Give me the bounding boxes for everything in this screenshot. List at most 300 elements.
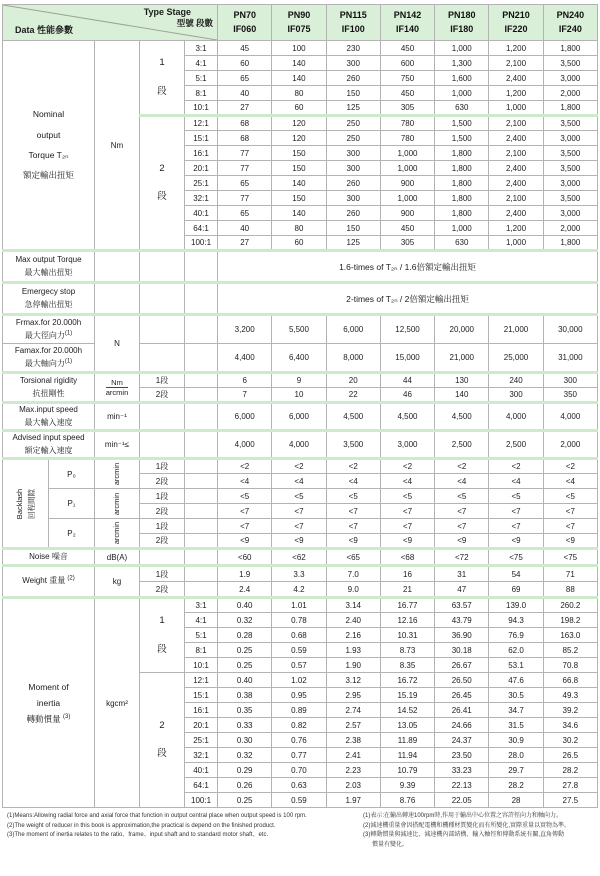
inertia-value: 0.40 (218, 598, 272, 613)
torque-value: 3,000 (543, 176, 597, 191)
inertia-value: 76.9 (489, 628, 543, 643)
torque-value: 1,800 (435, 191, 489, 206)
speed-value: 4,500 (326, 403, 380, 431)
inertia-value: 34.6 (543, 718, 597, 733)
torque-value: 1,000 (380, 191, 434, 206)
torque-value: 1,300 (435, 56, 489, 71)
ratio-cell: 100:1 (185, 236, 218, 251)
inertia-value: 11.94 (380, 748, 434, 763)
inertia-value: 29.7 (489, 763, 543, 778)
inertia-value: 2.74 (326, 703, 380, 718)
force-value: 6,000 (326, 315, 380, 344)
torque-value: 100 (272, 41, 326, 56)
torque-value: 150 (272, 146, 326, 161)
speed-value: 4,500 (435, 403, 489, 431)
inertia-value: 26.67 (435, 658, 489, 673)
inertia-value: 30.18 (435, 643, 489, 658)
inertia-value: 0.25 (218, 658, 272, 673)
inertia-value: 260.2 (543, 598, 597, 613)
inertia-value: 13.05 (380, 718, 434, 733)
backlash-value: <7 (543, 504, 597, 519)
ratio-cell: 4:1 (185, 56, 218, 71)
inertia-value: 39.2 (543, 703, 597, 718)
inertia-value: 0.78 (272, 613, 326, 628)
stage-row-label: 1段 (140, 459, 185, 474)
ratio-cell: 20:1 (185, 718, 218, 733)
ratio-cell: 25:1 (185, 176, 218, 191)
inertia-value: 15.19 (380, 688, 434, 703)
backlash-class-p0: P₀ (49, 459, 95, 489)
backlash-value: <7 (326, 504, 380, 519)
empty-cell (140, 344, 185, 373)
noise-value: <75 (543, 549, 597, 566)
torque-value: 1,200 (489, 221, 543, 236)
rigidity-value: 9 (272, 373, 326, 388)
stage-row-label: 1段 (140, 489, 185, 504)
torque-value: 2,400 (489, 71, 543, 86)
inertia-value: 62.0 (489, 643, 543, 658)
torque-value: 2,000 (543, 221, 597, 236)
backlash-value: <4 (272, 474, 326, 489)
torque-value: 77 (218, 146, 272, 161)
inertia-value: 2.41 (326, 748, 380, 763)
torque-value: 1,200 (489, 86, 543, 101)
inertia-value: 139.0 (489, 598, 543, 613)
ratio-cell: 32:1 (185, 191, 218, 206)
torque-value: 1,000 (380, 146, 434, 161)
torque-value: 305 (380, 236, 434, 251)
ratio-cell: 64:1 (185, 778, 218, 793)
empty-cell (185, 504, 218, 519)
torque-value: 750 (380, 71, 434, 86)
rigidity-value: 22 (326, 388, 380, 403)
stage-row-label: 2段 (140, 582, 185, 598)
row-label-moment-of-inertia: Moment of inertia 轉動慣量 $^{(3)}$ (3, 598, 95, 808)
rigidity-value: 300 (489, 388, 543, 403)
backlash-value: <9 (489, 534, 543, 549)
inertia-value: 3.14 (326, 598, 380, 613)
torque-value: 1,000 (435, 86, 489, 101)
rigidity-value: 20 (326, 373, 380, 388)
inertia-value: 0.40 (218, 673, 272, 688)
torque-value: 120 (272, 116, 326, 131)
backlash-value: <2 (326, 459, 380, 474)
torque-value: 2,100 (489, 191, 543, 206)
torque-value: 80 (272, 86, 326, 101)
torque-value: 3,500 (543, 161, 597, 176)
inertia-value: 163.0 (543, 628, 597, 643)
torque-value: 630 (435, 236, 489, 251)
torque-value: 140 (272, 176, 326, 191)
force-value: 25,000 (489, 344, 543, 373)
noise-value: <65 (326, 549, 380, 566)
weight-value: 88 (543, 582, 597, 598)
footnotes-english (7, 812, 359, 850)
inertia-value: 0.63 (272, 778, 326, 793)
empty-cell (185, 344, 218, 373)
backlash-value: <5 (272, 489, 326, 504)
torque-value: 125 (326, 236, 380, 251)
stage-row-label: 1段 (140, 373, 185, 388)
empty-cell (140, 549, 185, 566)
torque-value: 3,000 (543, 206, 597, 221)
backlash-value: <5 (380, 489, 434, 504)
unit-kg: kg (95, 566, 140, 598)
backlash-value: <7 (543, 519, 597, 534)
torque-value: 600 (380, 56, 434, 71)
force-value: 5,500 (272, 315, 326, 344)
weight-value: 31 (435, 566, 489, 582)
stage-2-label: 2 段 (140, 116, 185, 251)
force-value: 21,000 (435, 344, 489, 373)
spec-table-body (3, 5, 598, 808)
torque-value: 250 (326, 131, 380, 146)
inertia-value: 2.95 (326, 688, 380, 703)
backlash-value: <9 (272, 534, 326, 549)
torque-value: 65 (218, 71, 272, 86)
rigidity-value: 130 (435, 373, 489, 388)
speed-value: 2,500 (435, 431, 489, 459)
speed-value: 4,500 (380, 403, 434, 431)
row-label-backlash: Backlash 回程間隙 (3, 459, 49, 549)
empty-cell (185, 566, 218, 582)
inertia-value: 2.03 (326, 778, 380, 793)
empty-cell (140, 251, 185, 283)
torque-value: 450 (380, 41, 434, 56)
inertia-value: 8.76 (380, 793, 434, 808)
torque-value: 2,100 (489, 116, 543, 131)
torque-value: 140 (272, 71, 326, 86)
unit-min-1-max: min⁻¹≤ (95, 431, 140, 459)
stage-1-label: 1 段 (140, 41, 185, 116)
inertia-value: 16.72 (380, 673, 434, 688)
torque-value: 305 (380, 101, 434, 116)
noise-value: <75 (489, 549, 543, 566)
backlash-value: <7 (326, 519, 380, 534)
force-value: 15,000 (380, 344, 434, 373)
torque-value: 60 (218, 56, 272, 71)
inertia-value: 27.5 (543, 793, 597, 808)
inertia-value: 26.5 (543, 748, 597, 763)
torque-value: 2,400 (489, 131, 543, 146)
ratio-cell: 8:1 (185, 86, 218, 101)
speed-value: 6,000 (218, 403, 272, 431)
inertia-value: 1.01 (272, 598, 326, 613)
weight-value: 4.2 (272, 582, 326, 598)
backlash-value: <7 (380, 519, 434, 534)
inertia-value: 10.31 (380, 628, 434, 643)
row-label-max-input-speed: Max.input speed 最大輸入速度 (3, 403, 95, 431)
backlash-value: <7 (218, 519, 272, 534)
inertia-value: 2.23 (326, 763, 380, 778)
inertia-value: 26.45 (435, 688, 489, 703)
backlash-value: <9 (380, 534, 434, 549)
inertia-value: 63.57 (435, 598, 489, 613)
inertia-value: 33.23 (435, 763, 489, 778)
torque-value: 260 (326, 206, 380, 221)
backlash-value: <2 (380, 459, 434, 474)
force-value: 12,500 (380, 315, 434, 344)
torque-value: 1,000 (489, 101, 543, 116)
ratio-cell: 32:1 (185, 748, 218, 763)
ratio-cell: 20:1 (185, 161, 218, 176)
ratio-cell: 16:1 (185, 703, 218, 718)
inertia-value: 34.7 (489, 703, 543, 718)
inertia-value: 2.57 (326, 718, 380, 733)
footnote-en-2: (2)The weight of reducer in this book is approximation,the practical is depend on the finished product. (7, 822, 276, 829)
rigidity-value: 10 (272, 388, 326, 403)
corner-data-label: Data 性能參數 (15, 25, 74, 35)
torque-value: 2,100 (489, 56, 543, 71)
backlash-value: <4 (543, 474, 597, 489)
stage-2-label: 2 段 (140, 673, 185, 808)
row-label-max-output-torque: Max output Torque 最大輸出扭矩 (3, 251, 95, 283)
torque-value: 3,500 (543, 191, 597, 206)
inertia-value: 22.13 (435, 778, 489, 793)
footnote-en-1: (1)Means:Allowing radial force and axial force that function in output central place when output speed is 100 rpm. (7, 813, 307, 819)
torque-value: 260 (326, 176, 380, 191)
ratio-cell: 40:1 (185, 763, 218, 778)
backlash-class-p2: P₂ (49, 519, 95, 549)
torque-value: 300 (326, 146, 380, 161)
force-value: 31,000 (543, 344, 597, 373)
speed-value: 3,000 (380, 431, 434, 459)
torque-value: 1,800 (543, 101, 597, 116)
inertia-value: 94.3 (489, 613, 543, 628)
row-label-noise: Noise 噪音 (3, 549, 95, 566)
backlash-value: <9 (543, 534, 597, 549)
footnotes-chinese (359, 812, 596, 850)
torque-value: 60 (272, 101, 326, 116)
backlash-value: <4 (435, 474, 489, 489)
row-label-frmax: Frmax.for 20.000h 最大徑向力$^{(1)}$ (3, 315, 95, 344)
speed-value: 6,000 (272, 403, 326, 431)
backlash-value: <5 (489, 489, 543, 504)
inertia-value: 28 (489, 793, 543, 808)
noise-value: <68 (380, 549, 434, 566)
inertia-value: 9.39 (380, 778, 434, 793)
inertia-value: 22.05 (435, 793, 489, 808)
torque-value: 900 (380, 206, 434, 221)
rigidity-value: 350 (543, 388, 597, 403)
torque-value: 2,400 (489, 176, 543, 191)
torque-value: 450 (380, 221, 434, 236)
torque-value: 140 (272, 206, 326, 221)
unit-dba: dB(A) (95, 549, 140, 566)
weight-value: 2.4 (218, 582, 272, 598)
force-value: 8,000 (326, 344, 380, 373)
inertia-value: 24.66 (435, 718, 489, 733)
torque-value: 1,000 (489, 236, 543, 251)
torque-value: 3,500 (543, 146, 597, 161)
inertia-value: 23.50 (435, 748, 489, 763)
stage-row-label: 2段 (140, 504, 185, 519)
torque-value: 150 (272, 191, 326, 206)
torque-value: 2,100 (489, 146, 543, 161)
inertia-value: 0.95 (272, 688, 326, 703)
torque-value: 1,800 (543, 236, 597, 251)
inertia-value: 0.35 (218, 703, 272, 718)
torque-value: 125 (326, 101, 380, 116)
inertia-value: 0.38 (218, 688, 272, 703)
inertia-value: 1.90 (326, 658, 380, 673)
torque-value: 27 (218, 101, 272, 116)
backlash-value: <2 (543, 459, 597, 474)
weight-value: 7.0 (326, 566, 380, 582)
force-value: 21,000 (489, 315, 543, 344)
row-label-torsional-rigidity: Torsional rigidity 抗扭剛性 (3, 373, 95, 403)
backlash-value: <7 (272, 504, 326, 519)
inertia-value: 0.29 (218, 763, 272, 778)
inertia-value: 70.8 (543, 658, 597, 673)
stage-row-label: 1段 (140, 566, 185, 582)
torque-value: 1,800 (435, 206, 489, 221)
empty-cell (185, 388, 218, 403)
torque-value: 1,800 (543, 41, 597, 56)
torque-value: 150 (326, 221, 380, 236)
torque-value: 780 (380, 116, 434, 131)
backlash-value: <4 (380, 474, 434, 489)
rigidity-value: 7 (218, 388, 272, 403)
torque-value: 2,400 (489, 206, 543, 221)
weight-value: 3.3 (272, 566, 326, 582)
weight-value: 21 (380, 582, 434, 598)
inertia-value: 31.5 (489, 718, 543, 733)
max_output_torque-value: 1.6-times of T₂ₙ / 1.6倍額定輸出扭矩 (218, 251, 598, 283)
torque-value: 40 (218, 86, 272, 101)
torque-value: 45 (218, 41, 272, 56)
ratio-cell: 3:1 (185, 598, 218, 613)
empty-cell (185, 431, 218, 459)
torque-value: 65 (218, 176, 272, 191)
column-header-pn115: PN115 IF100 (326, 5, 380, 41)
column-header-pn90: PN90 IF075 (272, 5, 326, 41)
backlash-value: <2 (435, 459, 489, 474)
force-value: 4,400 (218, 344, 272, 373)
torque-value: 1,000 (380, 161, 434, 176)
footnote-en-3: (3)The moment of inertia relates to the ratio、frame、input shaft and to standard motor shaft、etc. (7, 832, 269, 839)
weight-value: 9.0 (326, 582, 380, 598)
torque-value: 68 (218, 116, 272, 131)
torque-value: 150 (326, 86, 380, 101)
unit-nm: Nm (95, 41, 140, 251)
empty-cell (185, 489, 218, 504)
footnotes (2, 808, 598, 850)
torque-value: 2,400 (489, 161, 543, 176)
torque-value: 900 (380, 176, 434, 191)
ratio-cell: 10:1 (185, 101, 218, 116)
torque-value: 300 (326, 161, 380, 176)
speed-value: 4,000 (272, 431, 326, 459)
inertia-value: 2.40 (326, 613, 380, 628)
torque-value: 3,000 (543, 131, 597, 146)
stage-row-label: 1段 (140, 519, 185, 534)
backlash-value: <4 (489, 474, 543, 489)
torque-value: 27 (218, 236, 272, 251)
inertia-value: 0.59 (272, 643, 326, 658)
ratio-cell: 64:1 (185, 221, 218, 236)
ratio-cell: 5:1 (185, 628, 218, 643)
ratio-cell: 16:1 (185, 146, 218, 161)
torque-value: 1,500 (435, 116, 489, 131)
inertia-value: 0.89 (272, 703, 326, 718)
inertia-value: 0.57 (272, 658, 326, 673)
empty-cell (185, 534, 218, 549)
inertia-value: 24.37 (435, 733, 489, 748)
inertia-value: 66.8 (543, 673, 597, 688)
column-header-pn210: PN210 IF220 (489, 5, 543, 41)
ratio-cell: 5:1 (185, 71, 218, 86)
empty-cell (185, 519, 218, 534)
inertia-value: 0.25 (218, 793, 272, 808)
torque-value: 250 (326, 116, 380, 131)
backlash-value: <9 (326, 534, 380, 549)
speed-value: 3,500 (326, 431, 380, 459)
noise-value: <62 (272, 549, 326, 566)
unit-nm-per-arcmin: $\frac{Nm}{\text{arcmin}}$ (95, 373, 140, 403)
column-header-pn240: PN240 IF240 (543, 5, 597, 41)
unit-n: N (95, 315, 140, 373)
force-value: 6,400 (272, 344, 326, 373)
torque-value: 2,000 (543, 86, 597, 101)
torque-value: 1,800 (435, 146, 489, 161)
inertia-value: 36.90 (435, 628, 489, 643)
inertia-value: 8.35 (380, 658, 434, 673)
speed-value: 4,000 (489, 403, 543, 431)
inertia-value: 0.26 (218, 778, 272, 793)
empty-cell (95, 251, 140, 283)
footnote-zh-2: (2)減速機重量會因搭配電機和機種材質變化而有所變化,實際重量以實物為準。 (363, 822, 571, 829)
inertia-value: 0.25 (218, 643, 272, 658)
backlash-value: <9 (435, 534, 489, 549)
torque-value: 140 (272, 56, 326, 71)
stage-row-label: 2段 (140, 474, 185, 489)
empty-cell (95, 283, 140, 315)
torque-value: 1,500 (435, 131, 489, 146)
noise-value: <60 (218, 549, 272, 566)
inertia-value: 47.6 (489, 673, 543, 688)
weight-value: 71 (543, 566, 597, 582)
backlash-value: <7 (489, 519, 543, 534)
inertia-value: 0.70 (272, 763, 326, 778)
row-label-nominal-output-torque: Nominal output Torque T₂ₙ 額定輸出扭矩 (3, 41, 95, 251)
inertia-value: 28.2 (543, 763, 597, 778)
torque-value: 450 (380, 86, 434, 101)
torque-value: 780 (380, 131, 434, 146)
inertia-value: 198.2 (543, 613, 597, 628)
corner-type-stage-label: Type Stage 型號 段數 (143, 7, 214, 28)
torque-value: 1,600 (435, 71, 489, 86)
inertia-value: 85.2 (543, 643, 597, 658)
weight-value: 69 (489, 582, 543, 598)
inertia-value: 30.5 (489, 688, 543, 703)
inertia-value: 0.32 (218, 748, 272, 763)
inertia-value: 0.32 (218, 613, 272, 628)
ratio-cell: 10:1 (185, 658, 218, 673)
backlash-value: <9 (218, 534, 272, 549)
footnote-zh-1: (1)表示:在輸出轉速100rpm時,作用于輸出中心位置之容許徑向力和軸向力。 (363, 813, 563, 819)
inertia-value: 8.73 (380, 643, 434, 658)
backlash-value: <7 (380, 504, 434, 519)
ratio-cell: 25:1 (185, 733, 218, 748)
inertia-value: 0.33 (218, 718, 272, 733)
row-label-advised-input-speed: Advised input speed 額定輸入速度 (3, 431, 95, 459)
inertia-value: 2.16 (326, 628, 380, 643)
inertia-value: 0.59 (272, 793, 326, 808)
torque-value: 630 (435, 101, 489, 116)
backlash-value: <4 (326, 474, 380, 489)
force-value: 30,000 (543, 315, 597, 344)
